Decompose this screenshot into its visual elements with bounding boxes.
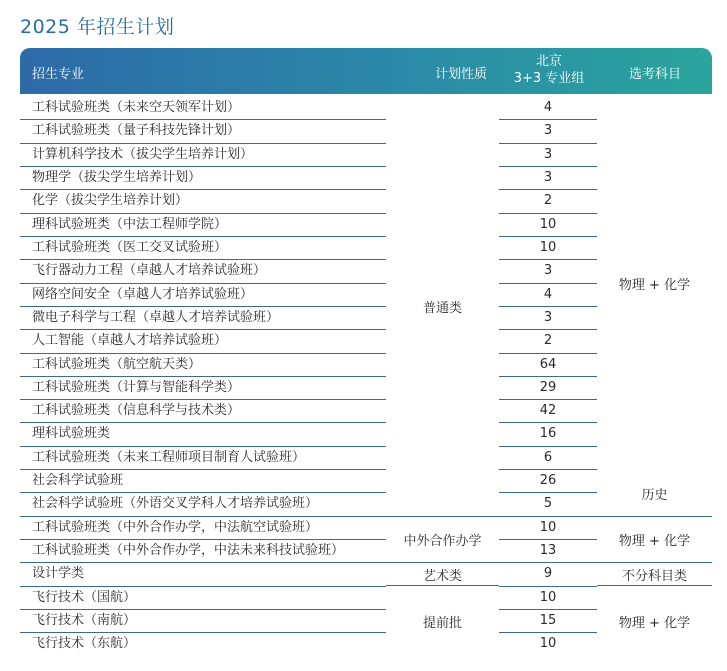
quota-count: 10 [499, 587, 597, 610]
major-name: 人工智能（卓越人才培养试验班） [20, 330, 386, 353]
plan-type-arts: 艺术类 [386, 563, 499, 586]
quota-count: 64 [499, 354, 597, 377]
major-name: 工科试验班类（未来空天领军计划） [20, 97, 386, 120]
subjects-phys-chem-sino: 物理 + 化学 [597, 517, 712, 563]
quota-count: 6 [499, 447, 597, 470]
major-name: 飞行技术（国航） [20, 587, 386, 610]
quota-count: 2 [499, 190, 597, 213]
quota-count: 10 [499, 517, 597, 540]
plan-type-sino-foreign: 中外合作办学 [386, 517, 499, 563]
major-name: 工科试验班类（中外合作办学，中法未来科技试验班） [20, 540, 386, 563]
subjects-history: 历史 [597, 470, 712, 517]
quota-count: 16 [499, 423, 597, 446]
major-name: 工科试验班类（计算与智能科学类） [20, 377, 386, 400]
major-name: 网络空间安全（卓越人才培养试验班） [20, 284, 386, 307]
quota-count: 10 [539, 636, 557, 652]
quota-count: 26 [499, 470, 597, 493]
major-name: 飞行技术（南航） [20, 610, 386, 633]
quota-count: 2 [499, 330, 597, 353]
quota-count: 3 [499, 144, 597, 167]
major-name: 理科试验班类（中法工程师学院） [20, 214, 386, 237]
major-name: 工科试验班类（未来工程师项目制育人试验班） [20, 447, 386, 470]
subjects-any: 不分科目类 [597, 563, 712, 586]
quota-count: 42 [499, 400, 597, 423]
header-group [500, 53, 598, 87]
quota-count: 13 [499, 540, 597, 563]
quota-count: 3 [499, 167, 597, 190]
plan-type-early: 提前批 [422, 615, 462, 631]
major-name: 微电子科学与工程（卓越人才培养试验班） [20, 307, 386, 330]
quota-count: 9 [499, 563, 597, 586]
quota-count: 10 [499, 214, 597, 237]
major-name: 工科试验班类（航空航天类） [20, 354, 386, 377]
major-name: 计算机科学技术（拔尖学生培养计划） [20, 144, 386, 167]
quota-count: 4 [499, 284, 597, 307]
major-name: 工科试验班类（量子科技先锋计划） [20, 120, 386, 143]
major-name: 理科试验班类 [20, 423, 386, 446]
page-title: 2025 年招生计划 [20, 16, 175, 38]
quota-count: 3 [499, 120, 597, 143]
major-name: 工科试验班类（信息科学与技术类） [20, 400, 386, 423]
quota-count: 29 [499, 377, 597, 400]
major-name: 化学（拔尖学生培养计划） [20, 190, 386, 213]
header-group-city: 北京 [535, 54, 562, 69]
major-name: 飞行器动力工程（卓越人才培养试验班） [20, 260, 386, 283]
header-major: 招生专业 [32, 67, 85, 82]
header-plan-type: 计划性质 [434, 67, 487, 82]
major-name: 社会科学试验班 [20, 470, 386, 493]
subjects-phys-chem-early: 物理 + 化学 [618, 615, 691, 631]
major-name: 工科试验班类（中外合作办学，中法航空试验班） [20, 517, 386, 540]
quota-count: 5 [499, 493, 597, 516]
quota-count: 3 [499, 307, 597, 330]
quota-count: 10 [499, 237, 597, 260]
plan-type-regular: 普通类 [386, 97, 499, 517]
major-name: 设计学类 [20, 563, 386, 586]
quota-count: 4 [499, 97, 597, 120]
major-name: 工科试验班类（医工交叉试验班） [20, 237, 386, 260]
header-group-label: 3+3 专业组 [513, 71, 585, 86]
major-name: 社会科学试验班（外语交叉学科人才培养试验班） [20, 493, 386, 516]
major-name: 物理学（拔尖学生培养计划） [20, 167, 386, 190]
subjects-phys-chem-main: 物理 + 化学 [618, 278, 691, 293]
major-name: 飞行技术（东航） [32, 636, 137, 652]
quota-count: 15 [499, 610, 597, 633]
table-header [20, 48, 712, 94]
header-subjects: 选考科目 [628, 67, 681, 82]
quota-count: 3 [499, 260, 597, 283]
